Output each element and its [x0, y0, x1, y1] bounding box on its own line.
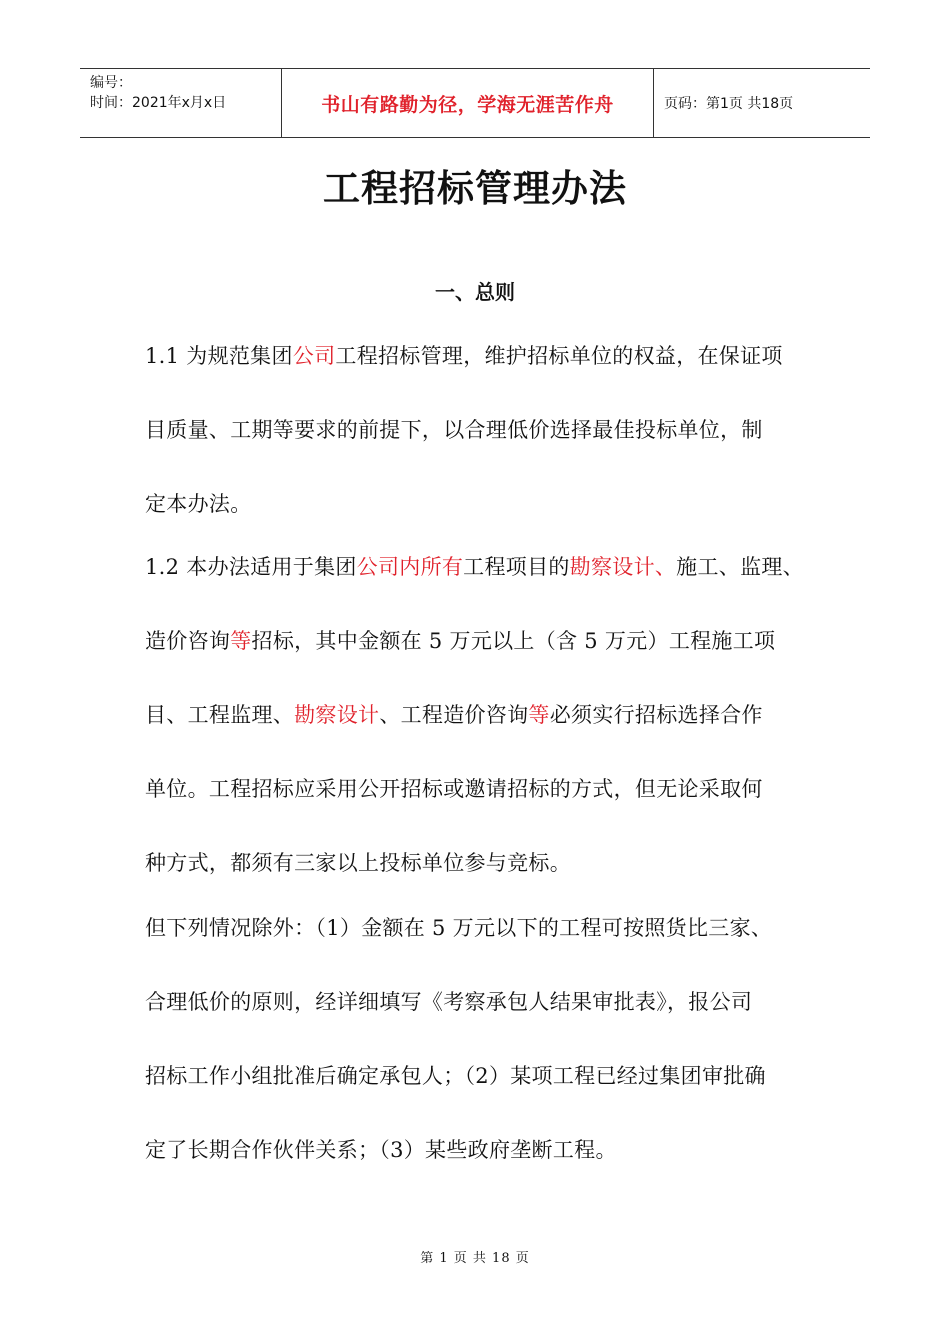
section-heading: 一、总则: [435, 280, 515, 304]
text-run: 工程招标管理，维护招标单位的权益，在保证项: [335, 344, 783, 368]
paragraph-line: [145, 340, 783, 370]
highlighted-text: 等: [230, 629, 252, 653]
header-table: [80, 68, 870, 138]
paragraph-line: [145, 699, 763, 729]
paragraph-line: [145, 773, 763, 803]
text-run: 定了长期合作伙伴关系；（3）某些政府垄断工程。: [145, 1138, 617, 1162]
paragraph-line: [145, 625, 775, 655]
document-title: 工程招标管理办法: [323, 167, 627, 210]
number-label: 编号：: [90, 75, 132, 91]
header-meta: [80, 69, 281, 137]
highlighted-text: 等: [528, 703, 550, 727]
time-label: 时间：2021年x月x日: [90, 95, 227, 111]
text-run: 必须实行招标选择合作: [549, 703, 763, 727]
text-run: 招标工作小组批准后确定承包人；（2）某项工程已经过集团审批确: [145, 1064, 766, 1088]
paragraph-line: [145, 488, 252, 518]
text-run: 单位。工程招标应采用公开招标或邀请招标的方式，但无论采取何: [145, 777, 763, 801]
text-run: 工程项目的: [463, 555, 570, 579]
text-run: 合理低价的原则，经详细填写《考察承包人结果审批表》，报公司: [145, 990, 753, 1014]
paragraph-line: [145, 551, 804, 581]
slogan: 书山有路勤为径，学海无涯苦作舟: [321, 93, 614, 116]
page-footer: 第 1 页 共 18 页: [420, 1251, 530, 1266]
text-run: 定本办法。: [145, 492, 252, 516]
paragraph-line: [145, 1134, 617, 1164]
page-label: 页码：第1页 共18页: [664, 96, 794, 112]
text-run: 、工程造价咨询: [379, 703, 529, 727]
paragraph-line: [145, 847, 571, 877]
paragraph-line: [145, 986, 752, 1016]
text-run: 1.2 本办法适用于集团: [145, 555, 357, 579]
text-run: 造价咨询: [145, 629, 231, 653]
paragraph-line: [145, 414, 763, 444]
text-run: 招标，其中金额在 5 万元以上（含 5 万元）工程施工项: [251, 629, 776, 653]
header-page-cell: [654, 69, 870, 137]
highlighted-text: 公司: [292, 344, 336, 368]
text-run: 但下列情况除外：（1）金额在 5 万元以下的工程可按照货比三家、: [145, 916, 773, 940]
highlighted-text: 勘察设计: [294, 703, 380, 727]
text-run: 1.1 为规范集团: [145, 344, 293, 368]
text-run: 施工、监理、: [676, 555, 804, 579]
text-run: 种方式，都须有三家以上投标单位参与竞标。: [145, 851, 571, 875]
highlighted-text: 勘察设计、: [569, 555, 677, 579]
paragraph-line: [145, 1060, 766, 1090]
text-run: 目质量、工期等要求的前提下，以合理低价选择最佳投标单位，制: [145, 418, 763, 442]
paragraph-line: [145, 912, 772, 942]
text-run: 目、工程监理、: [145, 703, 295, 727]
header-slogan-cell: [281, 69, 654, 137]
highlighted-text: 公司内所有: [356, 555, 464, 579]
